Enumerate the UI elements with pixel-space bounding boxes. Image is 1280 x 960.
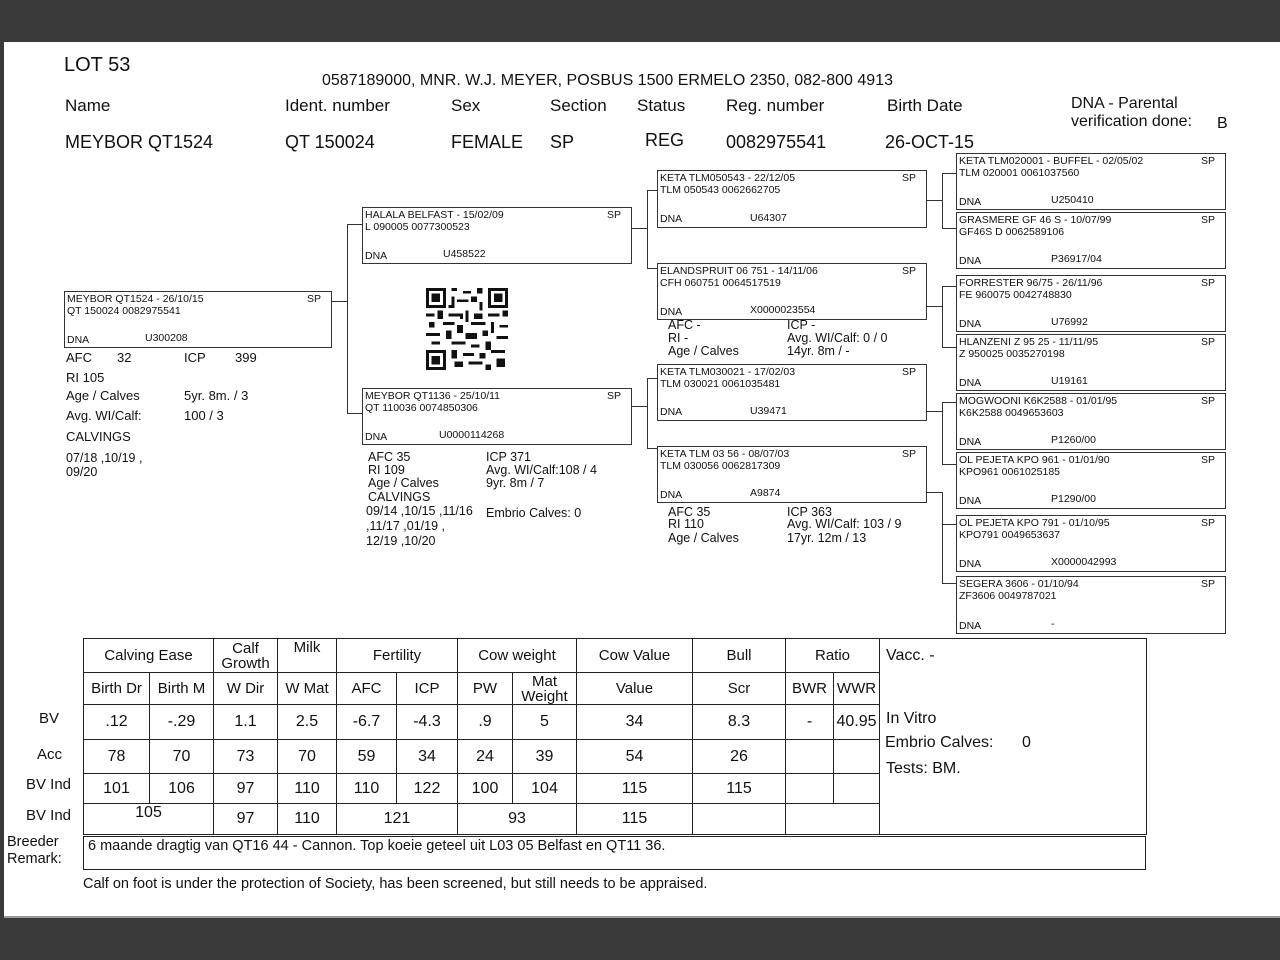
pedigree-sire-dam: [657, 263, 927, 320]
table-cell: 54: [577, 740, 693, 774]
pedigree-dna: X0000042993: [1051, 556, 1117, 568]
pedigree-gg-1: [956, 153, 1226, 210]
breeding-values-table: [83, 638, 1147, 835]
row-label-bv: BV: [39, 710, 60, 727]
table-cell: 110: [337, 774, 397, 804]
table-cell: .9: [458, 705, 513, 740]
side-panel: [880, 639, 1147, 835]
header-name: Name: [65, 96, 111, 115]
pedigree-id: FE 960075 0042748830: [959, 289, 1072, 301]
pedigree-dna-label: DNA: [959, 495, 982, 507]
pedigree-id: TLM 030056 0062817309: [660, 460, 781, 472]
pedigree-title: OL PEJETA KPO 791 - 01/10/95: [959, 517, 1110, 529]
subheader: W Dir: [214, 673, 278, 705]
lot-number: LOT 53: [64, 54, 131, 76]
group-bull: Bull: [693, 639, 786, 673]
subheader: Scr: [693, 673, 786, 705]
pedigree-dna-label: DNA: [660, 213, 683, 225]
pedigree-dna-label: DNA: [365, 431, 388, 443]
pedigree-id: TLM 050543 0062662705: [660, 184, 781, 196]
pedigree-section: SP: [901, 448, 916, 460]
dam-embrio-calves: Embrio Calves: 0: [486, 506, 582, 520]
pedigree-dna: U39471: [750, 405, 787, 417]
pedigree-dam: [362, 388, 632, 445]
dam-icp: ICP 371: [486, 450, 531, 464]
pedigree-gg-5: [956, 393, 1226, 450]
pedigree-title: KETA TLM020001 - BUFFEL - 02/05/02: [959, 155, 1144, 167]
pedigree-id: K6K2588 0049653603: [959, 407, 1064, 419]
group-cow-value: Cow Value: [577, 639, 693, 673]
pedigree-dna: P1290/00: [1051, 493, 1096, 505]
dd-afc: AFC 35: [668, 505, 711, 519]
animal-sex: FEMALE: [451, 132, 524, 152]
dd-age-label: Age / Calves: [668, 531, 739, 545]
qr-code-icon: [424, 288, 510, 370]
pedigree-id: CFH 060751 0064517519: [660, 277, 781, 289]
pedigree-id: TLM 020001 0061037560: [959, 167, 1080, 179]
header-dna: DNA - Parental verification done:: [1071, 95, 1192, 130]
table-cell: 101: [84, 774, 150, 804]
table-cell: 1.1: [214, 705, 278, 740]
pedigree-dna: A9874: [750, 487, 781, 499]
pedigree-title: HALALA BELFAST - 15/02/09: [365, 209, 504, 221]
pedigree-section: SP: [1200, 277, 1215, 289]
pedigree-title: ELANDSPRUIT 06 751 - 14/11/06: [660, 265, 818, 277]
subheader: AFC: [337, 673, 397, 705]
pedigree-dam-dam: [657, 446, 927, 503]
pedigree-dam-sire: [657, 364, 927, 421]
table-cell: [834, 740, 880, 774]
subheader: BWR: [786, 673, 834, 705]
pedigree-section: SP: [1200, 517, 1215, 529]
dam-calvings-3: 12/19 ,10/20: [366, 534, 436, 548]
sd-age: 14yr. 8m / -: [787, 344, 850, 358]
pedigree-section: SP: [606, 209, 621, 221]
animal-status: REG: [645, 130, 685, 150]
table-cell: 100: [458, 774, 513, 804]
pedigree-section: SP: [901, 265, 916, 277]
pedigree-section: SP: [901, 172, 916, 184]
table-cell: [693, 804, 786, 835]
table-cell: 70: [278, 740, 337, 774]
pedigree-title: MOGWOONI K6K2588 - 01/01/95: [959, 395, 1118, 407]
tests-text: Tests: BM.: [886, 760, 961, 777]
table-cell: 39: [513, 740, 577, 774]
row-label-bv-ind: BV Ind: [26, 776, 72, 793]
pedigree-section: SP: [1200, 214, 1215, 226]
sd-icp: ICP -: [787, 318, 816, 332]
pedigree-dna: X0000023554: [750, 304, 816, 316]
dam-afc: AFC 35: [368, 450, 411, 464]
pedigree-gg-2: [956, 212, 1226, 269]
pedigree-section: SP: [306, 293, 321, 305]
pedigree-dna: U64307: [750, 212, 787, 224]
pedigree-id: L 090005 0077300523: [365, 221, 470, 233]
table-cell: 115: [577, 774, 693, 804]
pedigree-dna: U458522: [443, 248, 486, 260]
header-sex: Sex: [451, 96, 481, 115]
breeder-remark: 6 maande dragtig van QT16 44 - Cannon. Top koeie geteel uit L03 05 Belfast en QT11 36.: [83, 836, 1146, 870]
table-cell: 40.95: [834, 705, 880, 740]
table-cell: -4.3: [397, 705, 458, 740]
pedigree-title: OL PEJETA KPO 961 - 01/01/90: [959, 454, 1110, 466]
subject-calvings-label: CALVINGS: [66, 429, 131, 444]
pedigree-id: QT 150024 0082975541: [67, 305, 181, 317]
breeder-remark-label: Breeder: [7, 834, 59, 850]
subheader: PW: [458, 673, 513, 705]
row-label-bv-ind-2: BV Ind: [26, 807, 72, 824]
sd-afc: AFC -: [668, 318, 701, 332]
subject-age: 5yr. 8m. / 3: [184, 388, 249, 403]
pedigree-section: SP: [901, 366, 916, 378]
table-cell: 104: [513, 774, 577, 804]
pedigree-title: FORRESTER 96/75 - 26/11/96: [959, 277, 1103, 289]
pedigree-dna-label: DNA: [660, 406, 683, 418]
pedigree-subject: [64, 291, 332, 348]
table-cell: 97: [214, 804, 278, 835]
subheader: Birth Dr: [84, 673, 150, 705]
pedigree-dna-label: DNA: [67, 334, 90, 346]
pedigree-dna-label: DNA: [959, 558, 982, 570]
table-cell: -6.7: [337, 705, 397, 740]
table-cell: 8.3: [693, 705, 786, 740]
table-cell: 73: [214, 740, 278, 774]
pedigree-dna-label: DNA: [959, 377, 982, 389]
table-cell: 115: [693, 774, 786, 804]
group-calf-growth: Calf Growth: [214, 639, 278, 673]
subject-calvings-1: 07/18 ,10/19 ,: [66, 451, 143, 465]
dam-calvings-1: 09/14 ,10/15 ,11/16: [366, 504, 473, 518]
pedigree-dna: -: [1051, 618, 1055, 630]
in-vitro-text: In Vitro: [886, 710, 937, 727]
animal-birth: 26-OCT-15: [885, 132, 975, 152]
pedigree-title: MEYBOR QT1524 - 26/10/15: [67, 293, 204, 305]
table-cell: 34: [397, 740, 458, 774]
pedigree-id: KPO961 0061025185: [959, 466, 1061, 478]
pedigree-dna-label: DNA: [660, 306, 683, 318]
pedigree-section: SP: [1200, 578, 1215, 590]
dam-age-label: Age / Calves: [368, 476, 439, 490]
pedigree-dna-label: DNA: [959, 620, 982, 632]
subject-icp: 399: [235, 350, 257, 365]
dd-wi: Avg. WI/Calf: 103 / 9: [787, 517, 902, 531]
embrio-calves-value: 0: [1022, 734, 1031, 751]
dam-calvings-label: CALVINGS: [368, 490, 431, 504]
pedigree-title: MEYBOR QT1136 - 25/10/11: [365, 390, 501, 402]
pedigree-title: SEGERA 3606 - 01/10/94: [959, 578, 1079, 590]
dam-wi: Avg. WI/Calf:108 / 4: [486, 463, 597, 477]
breeder-remark-label-2: Remark:: [7, 851, 62, 867]
pedigree-dna: U250410: [1051, 194, 1094, 206]
table-cell: 106: [150, 774, 214, 804]
pedigree-dna: U0000114268: [439, 429, 505, 441]
pedigree-gg-4: [956, 334, 1226, 391]
header-reg: Reg. number: [726, 96, 825, 115]
dam-ri: RI 109: [368, 463, 405, 477]
dd-age: 17yr. 12m / 13: [787, 531, 867, 545]
table-cell: [786, 774, 834, 804]
header-status: Status: [637, 96, 686, 115]
vacc-text: Vacc. -: [886, 647, 935, 664]
pedigree-id: QT 110036 0074850306: [365, 402, 478, 414]
pedigree-section: SP: [1200, 155, 1215, 167]
pedigree-title: KETA TLM030021 - 17/02/03: [660, 366, 796, 378]
table-cell: 34: [577, 705, 693, 740]
subheader: Birth M: [150, 673, 214, 705]
subject-afc: 32: [117, 350, 132, 365]
pedigree-id: ZF3606 0049787021: [959, 590, 1057, 602]
header-section: Section: [550, 96, 607, 115]
table-cell: 105: [84, 804, 214, 835]
subheader: Value: [577, 673, 693, 705]
dam-age: 9yr. 8m / 7: [486, 476, 545, 490]
subheader: ICP: [397, 673, 458, 705]
table-cell: 59: [337, 740, 397, 774]
dam-calvings-2: ,11/17 ,01/19 ,: [366, 519, 445, 533]
animal-section: SP: [550, 132, 575, 152]
animal-name: MEYBOR QT1524: [65, 132, 214, 152]
table-cell: -.29: [150, 705, 214, 740]
pedigree-dna-label: DNA: [365, 250, 388, 262]
owner-details: 0587189000, MNR. W.J. MEYER, POSBUS 1500 ERMELO 2350, 082-800 4913: [322, 72, 893, 89]
row-label-acc: Acc: [37, 746, 63, 763]
table-cell: 70: [150, 740, 214, 774]
table-cell: [786, 804, 880, 835]
pedigree-gg-6: [956, 452, 1226, 509]
table-cell: [786, 740, 834, 774]
sd-age-label: Age / Calves: [668, 344, 739, 358]
header-ident: Ident. number: [285, 96, 390, 115]
pedigree-dna: U19161: [1051, 375, 1088, 387]
pedigree-title: KETA TLM050543 - 22/12/05: [660, 172, 796, 184]
subject-calvings-2: 09/20: [66, 465, 98, 479]
pedigree-dna-label: DNA: [959, 436, 982, 448]
pedigree-id: KPO791 0049653637: [959, 529, 1061, 541]
subject-ri: RI 105: [66, 370, 105, 385]
pedigree-gg-7: [956, 515, 1226, 572]
pedigree-dna-label: DNA: [959, 255, 982, 267]
dna-verification-value: B: [1217, 115, 1228, 132]
group-fertility: Fertility: [337, 639, 458, 673]
table-cell: 5: [513, 705, 577, 740]
pedigree-gg-3: [956, 275, 1226, 332]
pedigree-gg-8: [956, 576, 1226, 634]
table-cell: 110: [278, 774, 337, 804]
embrio-calves-label: Embrio Calves:: [885, 734, 994, 751]
animal-reg: 0082975541: [726, 132, 827, 152]
table-cell: 110: [278, 804, 337, 835]
table-cell: 93: [458, 804, 577, 835]
pedigree-title: KETA TLM 03 56 - 08/07/03: [660, 448, 790, 460]
table-cell: .12: [84, 705, 150, 740]
table-cell: 24: [458, 740, 513, 774]
pedigree-id: TLM 030021 0061035481: [660, 378, 781, 390]
dd-icp: ICP 363: [787, 505, 832, 519]
pedigree-id: Z 950025 0035270198: [959, 348, 1065, 360]
pedigree-sire-sire: [657, 170, 927, 228]
pedigree-title: HLANZENI Z 95 25 - 11/11/95: [959, 336, 1099, 348]
pedigree-title: GRASMERE GF 46 S - 10/07/99: [959, 214, 1112, 226]
pedigree-dna: P36917/04: [1051, 253, 1102, 265]
pedigree-section: SP: [1200, 454, 1215, 466]
pedigree-id: GF46S D 0062589106: [959, 226, 1065, 238]
sd-wi: Avg. WI/Calf: 0 / 0: [787, 331, 888, 345]
table-cell: 97: [214, 774, 278, 804]
subheader: WWR: [834, 673, 880, 705]
footer-note: Calf on foot is under the protection of Society, has been screened, but still needs to be appraised.: [83, 876, 708, 892]
subject-wi-label: Avg. WI/Calf:: [66, 408, 142, 423]
pedigree-section: SP: [606, 390, 621, 402]
table-cell: [834, 774, 880, 804]
header-birth: Birth Date: [887, 96, 963, 115]
group-ratio: Ratio: [786, 639, 880, 673]
pedigree-dna: P1260/00: [1051, 434, 1096, 446]
pedigree-dna-label: DNA: [959, 196, 982, 208]
pedigree-section: SP: [1200, 395, 1215, 407]
pedigree-certificate: [4, 42, 1280, 918]
group-calving-ease: Calving Ease: [84, 639, 214, 673]
pedigree-section: SP: [1200, 336, 1215, 348]
table-cell: 115: [577, 804, 693, 835]
table-cell: 121: [337, 804, 458, 835]
pedigree-dna: U76992: [1051, 316, 1088, 328]
animal-ident: QT 150024: [285, 132, 375, 152]
sd-ri: RI -: [668, 331, 689, 345]
table-cell: 78: [84, 740, 150, 774]
subject-icp-label: ICP: [184, 350, 206, 365]
table-cell: 122: [397, 774, 458, 804]
pedigree-dna-label: DNA: [959, 318, 982, 330]
subheader: W Mat: [278, 673, 337, 705]
dd-ri: RI 110: [668, 517, 704, 531]
table-cell: -: [786, 705, 834, 740]
group-cow-weight: Cow weight: [458, 639, 577, 673]
subject-wi: 100 / 3: [184, 408, 224, 423]
group-milk: Milk: [278, 639, 337, 673]
subheader: Mat Weight: [513, 673, 577, 705]
pedigree-dna-label: DNA: [660, 489, 683, 501]
pedigree-dna: U300208: [145, 332, 188, 344]
table-cell: 26: [693, 740, 786, 774]
subject-age-label: Age / Calves: [66, 388, 140, 403]
pedigree-sire: [362, 207, 632, 264]
subject-afc-label: AFC: [66, 350, 92, 365]
table-cell: 2.5: [278, 705, 337, 740]
